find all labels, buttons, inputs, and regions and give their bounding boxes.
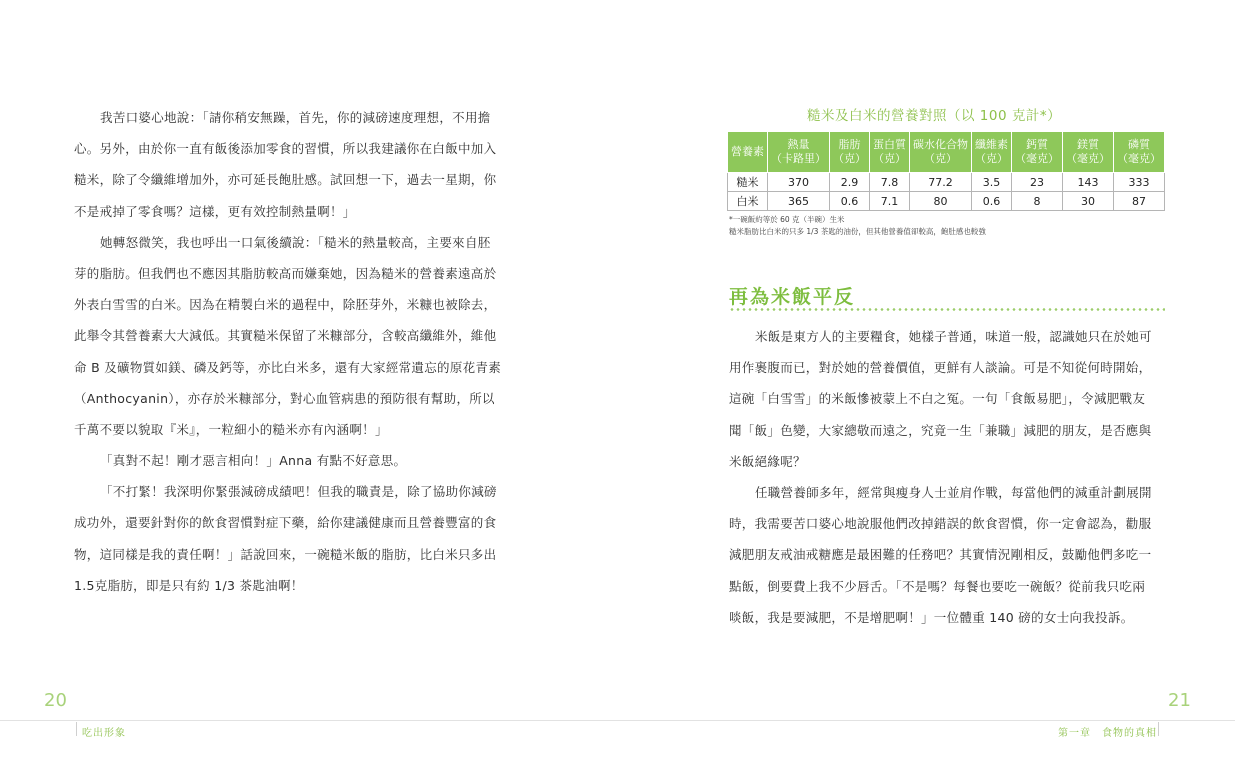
body-line: 不是戒掉了零食嗎？這樣，更有效控制熱量啊！」 [74,203,356,219]
table-header-cell: 熱量 （卡路里） [768,132,830,173]
nutrition-table [727,131,1165,211]
table-header-cell: 鎂質 （毫克） [1063,132,1114,173]
left-body-text [74,102,514,601]
table-header-cell: 脂肪 （克） [830,132,870,173]
table-cell: 80 [910,192,972,211]
table-row [728,173,1165,192]
table-header-cell: 鈣質 （毫克） [1012,132,1063,173]
table-header-cell: 蛋白質 （克） [870,132,910,173]
body-line: 千萬不要以貌取『米』，一粒細小的糙米亦有內涵啊！」 [74,421,388,437]
page-number-left: 20 [44,690,67,711]
body-line: 聞「飯」色變，大家總敬而遠之，究竟一生「兼職」減肥的朋友，是否應與 [729,422,1152,438]
footer-tick-left [76,722,77,736]
table-header-row [728,132,1165,173]
running-head-left: 吃出形象 [82,728,126,739]
body-line: 她轉怒微笑，我也呼出一口氣後續說：「糙米的熱量較高，主要來自胚 [100,234,491,250]
table-header-cell: 磷質 （毫克） [1114,132,1165,173]
table-footnote: *一碗飯約等於 60 克（半碗）生米 [729,215,845,224]
left-page [0,0,617,771]
body-line: 外表白雪雪的白米。因為在精製白米的過程中，除胚芽外，米糠也被除去， [74,297,497,313]
body-line: 物，這同樣是我的責任啊！」話說回來，一碗糙米飯的脂肪，比白米只多出 [74,546,497,562]
table-cell: 333 [1114,173,1165,192]
table-cell: 77.2 [910,173,972,192]
table-header-cell: 營養素 [728,132,768,173]
body-line: （Anthocyanin），亦存於米糠部分，對心血管病患的預防很有幫助，所以 [74,390,495,406]
body-line: 米飯是東方人的主要糧食，她樣子普通，味道一般，認識她只在於她可 [755,329,1152,344]
body-line: 任職營養師多年，經常與瘦身人士並肩作戰，每當他們的減重計劃展開 [755,484,1152,500]
table-cell: 7.8 [870,173,910,192]
table-row-label: 白米 [728,192,768,211]
body-line: 心。另外，由於你一直有飯後添加零食的習慣，所以我建議你在白飯中加入 [74,141,497,157]
table-cell: 365 [768,192,830,211]
running-head-right: 第一章 食物的真相 [1058,728,1157,739]
table-cell: 143 [1063,173,1114,192]
body-line: 「真對不起！剛才惡言相向！」Anna 有點不好意思。 [100,453,407,469]
table-cell: 8 [1012,192,1063,211]
table-cell: 23 [1012,173,1063,192]
table-cell: 0.6 [830,192,870,211]
table-footnote: 糙米脂肪比白米的只多 1/3 茶匙的油份，但其他營養值卻較高，飽肚感也較強 [729,227,986,236]
table-row [728,192,1165,211]
table-header-cell: 纖維素 （克） [972,132,1012,173]
body-line: 成功外，還要針對你的飲食習慣對症下藥，給你建議健康而且營養豐富的食 [74,515,497,531]
body-line: 減肥朋友戒油戒糖應是最困難的任務吧？其實情況剛相反，鼓勵他們多吃一 [729,547,1152,563]
body-line: 芽的脂肪。但我們也不應因其脂肪較高而嫌棄她，因為糙米的營養素遠高於 [74,265,497,281]
table-cell: 2.9 [830,173,870,192]
footer-rule [0,720,1235,721]
body-line: 糙米，除了令纖維增加外，亦可延長飽肚感。試回想一下，過去一星期，你 [74,172,497,188]
table-header-cell: 碳水化合物 （克） [910,132,972,173]
body-line: 這碗「白雪雪」的米飯慘被蒙上不白之冤。一句「食飯易肥」，令減肥戰友 [729,391,1146,407]
page-number-right: 21 [1168,690,1191,711]
body-line: 1.5克脂肪，即是只有約 1/3 茶匙油啊！ [74,577,304,593]
dotted-divider [729,308,1165,311]
section-heading: 再為米飯平反 [729,286,856,308]
body-line: 命 B 及礦物質如鎂、磷及鈣等，亦比白米多，還有大家經常遺忘的原花青素 [74,359,502,375]
right-page [617,0,1235,771]
table-cell: 0.6 [972,192,1012,211]
footer-tick-right [1158,722,1159,736]
table-title: 糙米及白米的營養對照（以 100 克計*） [807,108,1062,124]
table-cell: 87 [1114,192,1165,211]
table-row-label: 糙米 [728,173,768,192]
table-cell: 30 [1063,192,1114,211]
body-line: 用作裹腹而已，對於她的營養價值，更鮮有人談論。可是不知從何時開始， [729,360,1152,376]
body-line: 米飯絕緣呢？ [729,453,806,469]
table-cell: 7.1 [870,192,910,211]
body-line: 我苦口婆心地說：「請你稍安無躁，首先，你的減磅速度理想，不用擔 [100,110,491,125]
body-line: 點飯，倒要費上我不少唇舌。「不是嗎？每餐也要吃一碗飯？從前我只吃兩 [729,578,1146,594]
table-cell: 3.5 [972,173,1012,192]
table-cell: 370 [768,173,830,192]
body-line: 啖飯，我是要減肥，不是增肥啊！」一位體重 140 磅的女士向我投訴。 [729,609,1134,625]
body-line: 此舉令其營養素大大減低。其實糙米保留了米糠部分，含較高纖維外，維他 [74,328,497,344]
body-line: 時，我需要苦口婆心地說服他們改掉錯誤的飲食習慣，你一定會認為，勸服 [729,516,1152,532]
right-body-text [729,321,1169,633]
body-line: 「不打緊！我深明你緊張減磅成績吧！但我的職責是，除了協助你減磅 [100,484,497,500]
